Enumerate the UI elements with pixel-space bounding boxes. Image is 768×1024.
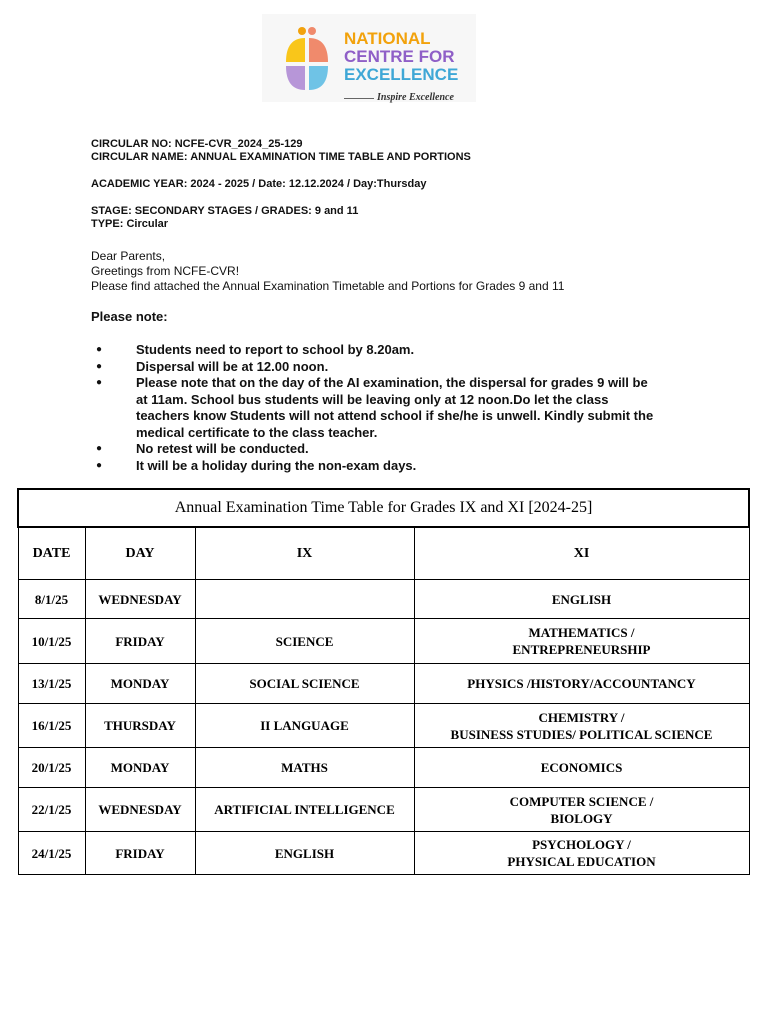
xi-cell: MATHEMATICS / ENTREPRENEURSHIP (414, 619, 749, 664)
circular-number: CIRCULAR NO: NCFE-CVR_2024_25-129 (91, 138, 303, 150)
table-row (18, 664, 749, 704)
timetable-title: Annual Examination Time Table for Grades IX and XI [2024-25] (18, 489, 749, 527)
xi-cell: ENGLISH (414, 580, 749, 619)
header-ix: IX (195, 527, 414, 580)
logo-emblem-icon (284, 26, 332, 92)
salutation: Dear Parents, (91, 249, 166, 263)
ix-cell: ENGLISH (195, 832, 414, 875)
header-date: DATE (18, 527, 85, 580)
table-row (18, 704, 749, 748)
ix-cell: ARTIFICIAL INTELLIGENCE (195, 788, 414, 832)
table-row (18, 832, 749, 875)
list-item: ● No retest will be conducted. (91, 441, 691, 458)
letter-body: Please find attached the Annual Examination Timetable and Portions for Grades 9 and 11 (91, 279, 565, 293)
circular-name: CIRCULAR NAME: ANNUAL EXAMINATION TIME TABLE AND PORTIONS (91, 151, 471, 163)
ix-cell: SOCIAL SCIENCE (195, 664, 414, 704)
date-cell: 13/1/25 (18, 664, 85, 704)
date-cell: 10/1/25 (18, 619, 85, 664)
table-row (18, 788, 749, 832)
date-cell: 20/1/25 (18, 748, 85, 788)
note-list (91, 342, 691, 474)
greeting: Greetings from NCFE-CVR! (91, 264, 240, 278)
logo-tagline: Inspire Excellence (377, 92, 454, 103)
xi-cell: CHEMISTRY / BUSINESS STUDIES/ POLITICAL SCIENCE (414, 704, 749, 748)
circular-type: TYPE: Circular (91, 218, 169, 230)
day-cell: WEDNESDAY (85, 788, 195, 832)
logo-wordmark: NATIONAL CENTRE FOR EXCELLENCE (344, 29, 459, 84)
school-logo (262, 14, 476, 102)
header-day: DAY (85, 527, 195, 580)
ix-cell: II LANGUAGE (195, 704, 414, 748)
exam-timetable (17, 488, 750, 875)
stage-grades: STAGE: SECONDARY STAGES / GRADES: 9 and 11 (91, 205, 359, 217)
logo-divider (344, 98, 374, 99)
xi-cell: COMPUTER SCIENCE / BIOLOGY (414, 788, 749, 832)
xi-cell: PHYSICS /HISTORY/ACCOUNTANCY (414, 664, 749, 704)
ix-cell: MATHS (195, 748, 414, 788)
list-item: ● Dispersal will be at 12.00 noon. (91, 359, 691, 376)
day-cell: MONDAY (85, 748, 195, 788)
day-cell: THURSDAY (85, 704, 195, 748)
day-cell: FRIDAY (85, 832, 195, 875)
list-item: ● It will be a holiday during the non-exam days. (91, 458, 691, 475)
date-cell: 22/1/25 (18, 788, 85, 832)
note-title: Please note: (91, 309, 168, 324)
table-row (18, 748, 749, 788)
header-xi: XI (414, 527, 749, 580)
xi-cell: PSYCHOLOGY / PHYSICAL EDUCATION (414, 832, 749, 875)
ix-cell (195, 580, 414, 619)
date-cell: 8/1/25 (18, 580, 85, 619)
list-item: ● Students need to report to school by 8.20am. (91, 342, 691, 359)
academic-year: ACADEMIC YEAR: 2024 - 2025 / Date: 12.12.2024 / Day:Thursday (91, 178, 427, 190)
xi-cell: ECONOMICS (414, 748, 749, 788)
table-row (18, 619, 749, 664)
day-cell: MONDAY (85, 664, 195, 704)
table-row (18, 580, 749, 619)
day-cell: WEDNESDAY (85, 580, 195, 619)
ix-cell: SCIENCE (195, 619, 414, 664)
date-cell: 16/1/25 (18, 704, 85, 748)
date-cell: 24/1/25 (18, 832, 85, 875)
list-item: ● Please note that on the day of the AI examination, the dispersal for grades 9 will be at 11am. School bus students will be leaving only at 12 noon.Do let the class teachers know Students will not attend school if she/he is unwell. Kindly submit the medical certificate to the class teacher. (91, 375, 661, 441)
day-cell: FRIDAY (85, 619, 195, 664)
